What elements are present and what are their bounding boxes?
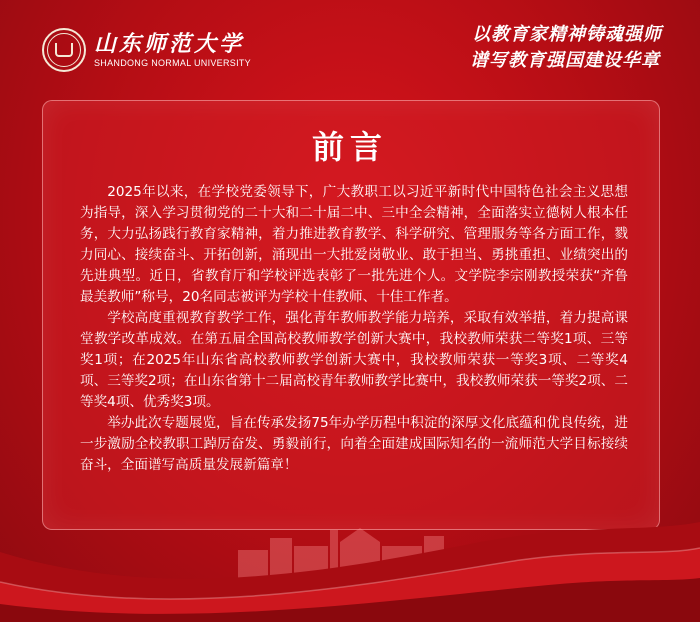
paragraph-3: 举办此次专题展览，旨在传承发扬75年办学历程中积淀的深厚文化底蕴和优良传统，进一步激励全校教职工踔厉奋发、勇毅前行，向着全面建成国际知名的一流师范大学目标接续奋斗，全面谱写高质量发展新篇章！: [80, 415, 628, 473]
slogan: [470, 22, 662, 74]
paragraph-2: 学校高度重视教育教学工作，强化青年教师教学能力培养，采取有效举措，着力提高课堂教学改革成效。在第五届全国高校教师教学创新大赛中，我校教师荣获二等奖1项、三等奖1项；在2025年山东省高校教师教学创新大赛中，我校教师荣获一等奖3项、二等奖4项、三等奖2项；在山东省第十二届高校青年教师教学比赛中，我校教师荣获一等奖2项、二等奖4项、优秀奖3项。: [80, 310, 628, 410]
red-wave-decoration: [0, 512, 700, 622]
university-logo: [42, 28, 251, 72]
page-title: 前言: [311, 128, 388, 166]
university-seal-icon: [42, 28, 86, 72]
slogan-line-2: 谱写教育强国建设华章: [470, 50, 660, 71]
logo-text: [94, 32, 251, 68]
university-name-cn: 山东师范大学: [94, 31, 245, 57]
slogan-line-1: 以教育家精神铸魂强师: [472, 24, 662, 45]
preface-body: [80, 182, 628, 476]
header: [0, 0, 700, 95]
paragraph-1: 2025年以来，在学校党委领导下，广大教职工以习近平新时代中国特色社会主义思想为指导，深入学习贯彻党的二十大和二十届二中、三中全会精神，全面落实立德树人根本任务，大力弘扬践行教育家精神，着力推进教育教学、科学研究、管理服务等各方面工作，戮力同心、接续奋斗、开拓创新，涌现出一大批爱岗敬业、敢于担当、勇挑重担、业绩突出的先进典型。近日，省教育厅和学校评选表彰了一批先进个人。文学院李宗刚教授荣获“齐鲁最美教师”称号，20名同志被评为学校十佳教师、十佳工作者。: [80, 184, 628, 305]
university-name-en: SHANDONG NORMAL UNIVERSITY: [94, 58, 251, 68]
